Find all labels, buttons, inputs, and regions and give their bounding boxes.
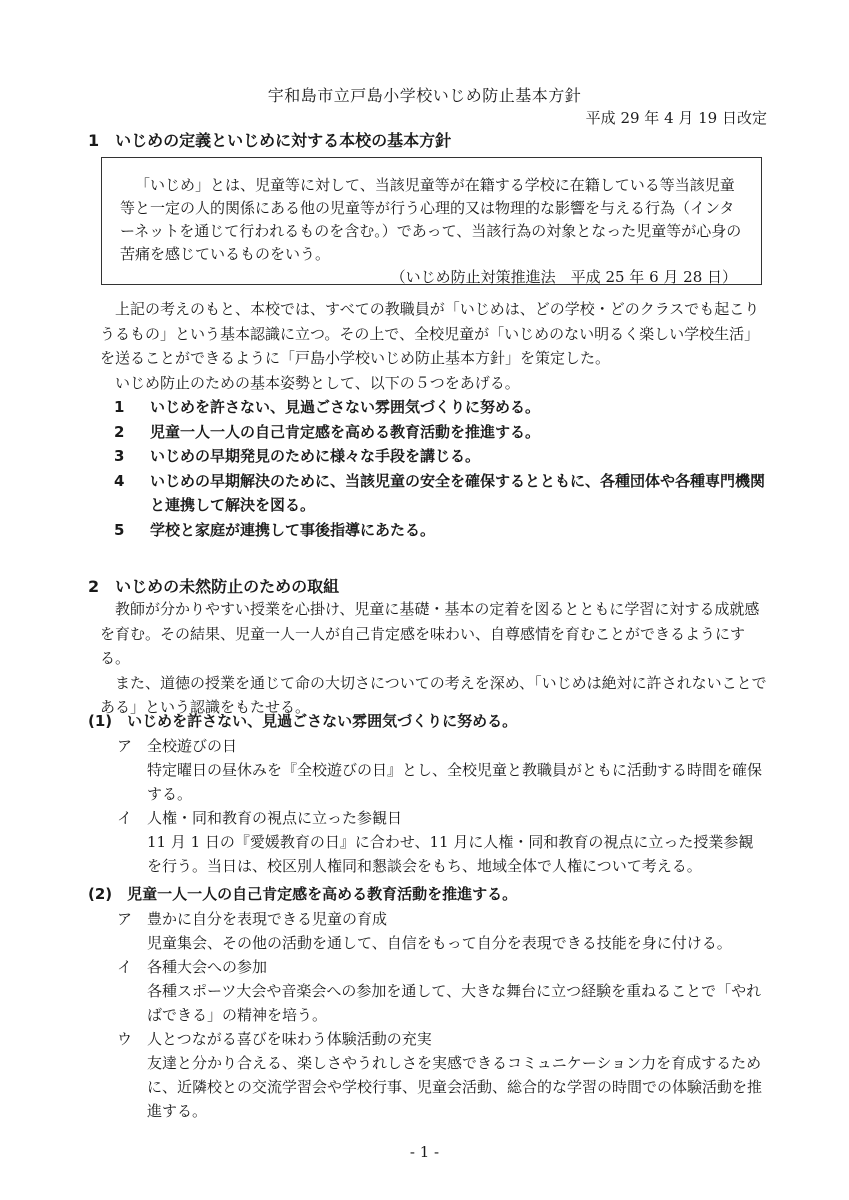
document-title: 宇和島市立戸島小学校いじめ防止基本方針 (267, 86, 582, 105)
principle-text: いじめの早期発見のために様々な手段を講じる。 (150, 447, 481, 465)
item-b-body: 各種スポーツ大会や音楽会への参加を通して、大きな舞台に立つ経験を重ねることで「やればできる」の精神を培う。 (147, 982, 762, 1024)
item-c-heading: ウ 人とつながる喜びを味わう体験活動の充実 (117, 1030, 432, 1048)
section-1-paragraph-1: 上記の考えのもと、本校では、すべての教職員が「いじめは、どの学校・どのクラスでも起こりうるもの」という基本認識に立つ。その上で、全校児童が「いじめのない明るく楽しい学校生活」を送ることができるように「戸島小学校いじめ防止基本方針」を策定した。 (100, 300, 760, 367)
subsection-2-heading: (2) 児童一人一人の自己肯定感を高める教育活動を推進する。 (88, 885, 518, 903)
section-1-paragraph-2: いじめ防止のための基本姿勢として、以下の５つをあげる。 (115, 373, 520, 392)
subsection-1-heading: (1) いじめを許さない、見過ごさない雰囲気づくりに努める。 (88, 712, 518, 730)
item-c-body: 友達と分かり合える、楽しさやうれしさを実感できるコミュニケーション力を育成するために、近隣校との交流学習会や学校行事、児童会活動、総合的な学習の時間での体験活動を推進する。 (147, 1054, 763, 1120)
principle-item (100, 469, 770, 518)
item-b-heading: イ 人権・同和教育の視点に立った参観日 (117, 809, 403, 827)
section-2-paragraph-2: また、道徳の授業を通じて命の大切さについての考えを深め、「いじめは絶対に許されないことである」という認識をもたせる。 (100, 673, 767, 716)
definition-source: （いじめ防止対策推進法 平成 25 年 6 月 28 日） (390, 268, 737, 286)
principle-item (100, 444, 770, 469)
principle-item (100, 395, 770, 420)
section-2-paragraph-1: 教師が分かりやすい授業を心掛け、児童に基礎・基本の定着を図るとともに学習に対する成就感を育む。その結果、児童一人一人が自己肯定感を味わい、自尊感情を育むことができるようにする。 (100, 600, 760, 667)
section-1-heading: 1 いじめの定義といじめに対する本校の基本方針 (88, 131, 452, 150)
item-b-body: 11 月 1 日の『愛媛教育の日』に合わせ、11 月に人権・同和教育の視点に立った授業参観を行う。当日は、校区別人権同和懇談会をもち、地域全体で人権について考える。 (147, 833, 754, 875)
principle-text: 児童一人一人の自己肯定感を高める教育活動を推進する。 (150, 422, 541, 441)
item-b-heading: イ 各種大会への参加 (117, 958, 268, 976)
principle-number: 1 (114, 398, 125, 416)
revision-date: 平成 29 年 4 月 19 日改定 (585, 109, 767, 127)
page-number: - 1 - (409, 1143, 440, 1161)
item-a-body: 児童集会、その他の活動を通して、自信をもって自分を表現できる技能を身に付ける。 (147, 934, 732, 952)
principle-number: 5 (114, 520, 125, 539)
definition-box (101, 157, 762, 285)
section-2-heading: 2 いじめの未然防止のための取組 (88, 577, 340, 596)
principle-text: いじめの早期解決のために、当該児童の安全を確保するとともに、各種団体や各種専門機関と連携して解決を図る。 (150, 471, 766, 514)
subsection-2-body (117, 907, 767, 1123)
item-a-body: 特定曜日の昼休みを『全校遊びの日』とし、全校児童と教職員がともに活動する時間を確保する。 (147, 761, 763, 803)
principle-item (100, 420, 770, 445)
principle-text: 学校と家庭が連携して事後指導にあたる。 (150, 520, 436, 539)
principle-number: 2 (114, 422, 125, 441)
principles-list (100, 395, 770, 542)
principle-item (100, 518, 770, 543)
section-2-body (100, 597, 770, 720)
item-a-heading: ア 全校遊びの日 (117, 737, 238, 755)
section-1-body (100, 297, 770, 542)
item-a-heading: ア 豊かに自分を表現できる児童の育成 (117, 910, 388, 928)
principle-text: いじめを許さない、見過ごさない雰囲気づくりに努める。 (150, 398, 541, 416)
principle-number: 4 (114, 471, 125, 490)
definition-text: 「いじめ」とは、児童等に対して、当該児童等が在籍する学校に在籍している等当該児童等と一定の人的関係にある他の児童等が行う心理的又は物理的な影響を与える行為（インターネットを通じて行われるものを含む。）であって、当該行為の対象となった児童等が心身の苦痛を感じているものをいう。 (120, 176, 742, 263)
principle-number: 3 (114, 447, 125, 465)
subsection-1-body (117, 734, 767, 878)
